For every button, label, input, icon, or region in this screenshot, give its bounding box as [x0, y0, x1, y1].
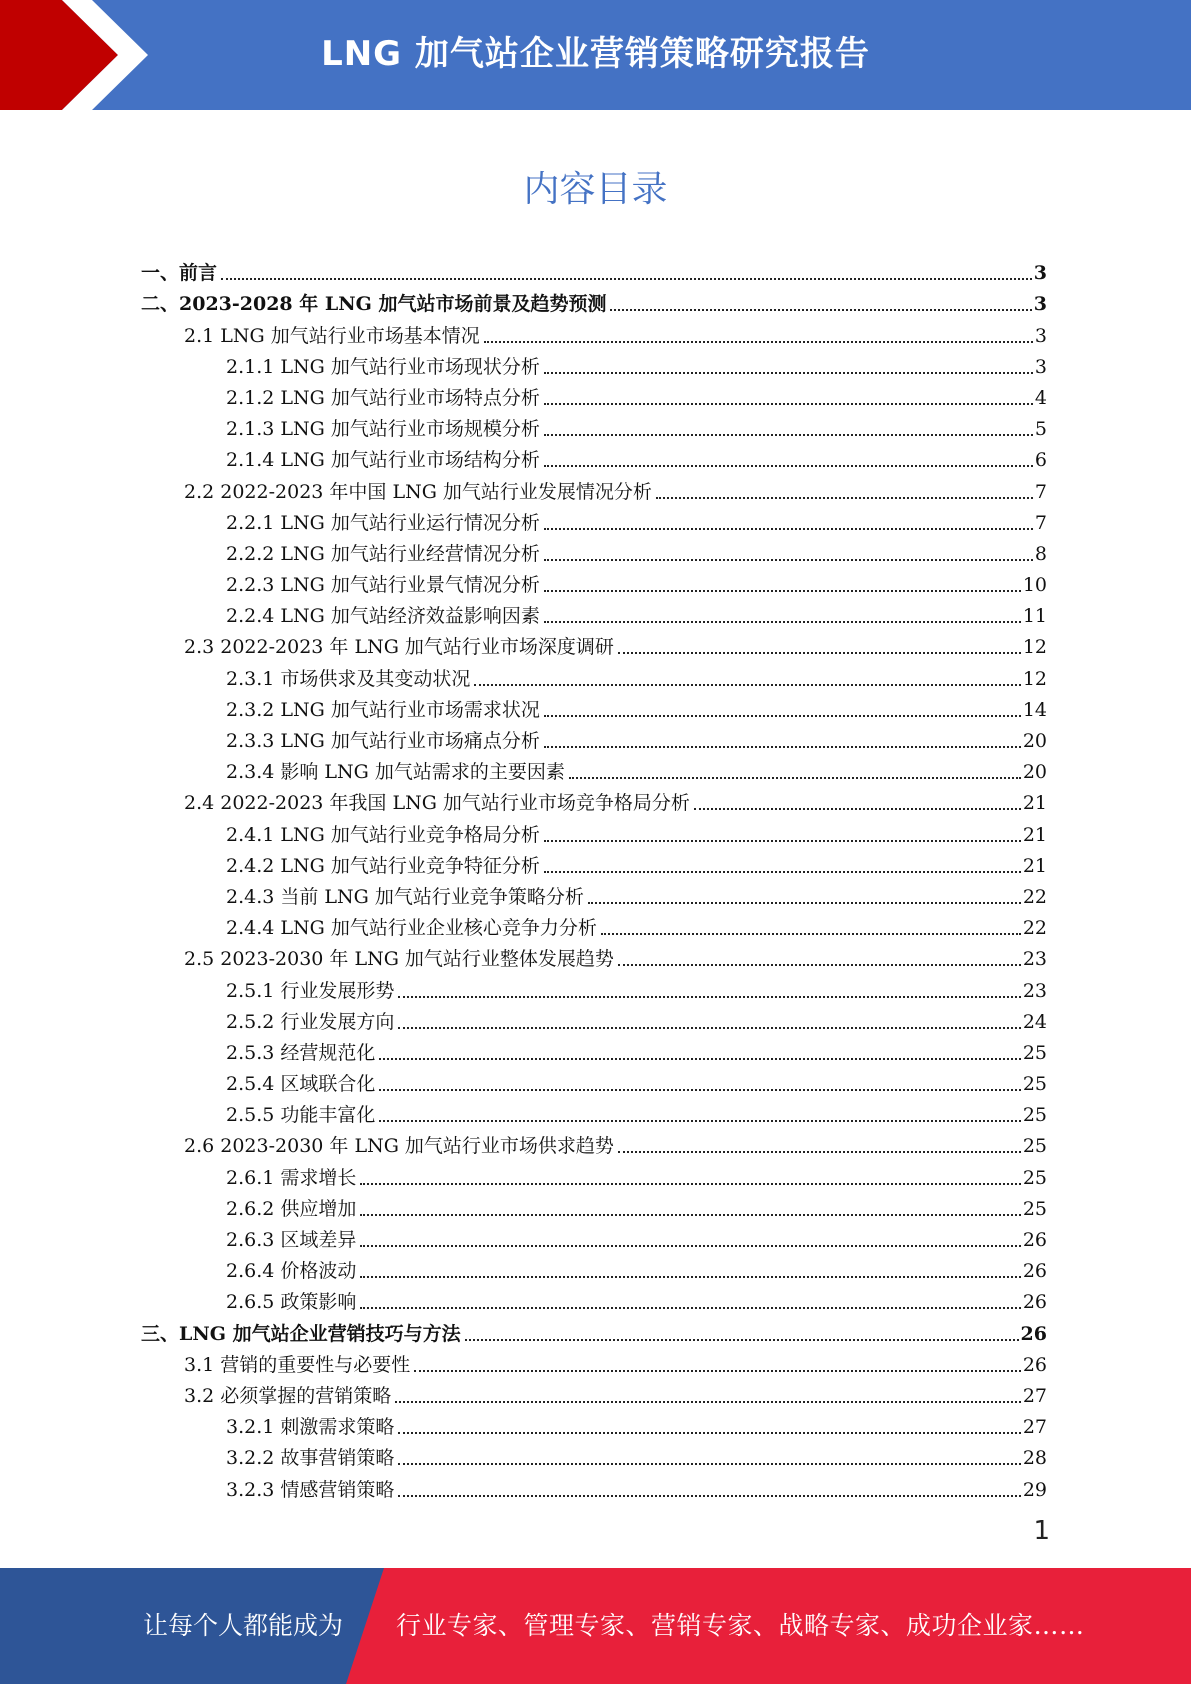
- toc-entry[interactable]: [141, 722, 1047, 753]
- toc-dot-leader: [360, 1245, 1020, 1247]
- toc-dot-leader: [588, 902, 1021, 904]
- toc-entry-title: 2.1.4 LNG 加气站行业市场结构分析: [226, 449, 540, 472]
- toc-dot-leader: [544, 372, 1033, 374]
- toc-dot-leader: [610, 309, 1031, 311]
- toc-entry-page: 26: [1022, 1353, 1047, 1376]
- toc-entry[interactable]: [141, 1252, 1047, 1283]
- toc-dot-leader: [601, 933, 1021, 935]
- toc-entry-title: 2.1.3 LNG 加气站行业市场规模分析: [226, 418, 540, 441]
- toc-entry-title: 3.2.1 刺激需求策略: [226, 1416, 395, 1439]
- toc-entry-page: 22: [1022, 917, 1047, 940]
- toc-dot-leader: [544, 590, 1021, 592]
- toc-entry-title: 3.2.3 情感营销策略: [226, 1478, 395, 1501]
- toc-entry[interactable]: [141, 597, 1047, 628]
- toc-dot-leader: [544, 434, 1033, 436]
- toc-entry-page: 6: [1034, 449, 1047, 472]
- toc-dot-leader: [618, 652, 1021, 654]
- toc-entry[interactable]: [141, 348, 1047, 379]
- toc-entry-title: 2.5.3 经营规范化: [226, 1041, 376, 1064]
- toc-entry-page: 28: [1022, 1447, 1047, 1470]
- toc-dot-leader: [221, 278, 1032, 280]
- toc-entry-page: 26: [1022, 1229, 1047, 1251]
- toc-entry[interactable]: [141, 1096, 1047, 1127]
- toc-entry-title: 2.3 2022-2023 年 LNG 加气站行业市场深度调研: [184, 636, 614, 659]
- toc-entry[interactable]: [141, 254, 1047, 285]
- toc-entry-page: 20: [1022, 730, 1047, 752]
- toc-dot-leader: [544, 871, 1021, 873]
- toc-entry[interactable]: [141, 472, 1047, 503]
- toc-entry[interactable]: [141, 566, 1047, 597]
- toc-entry-page: 11: [1022, 605, 1047, 628]
- toc-dot-leader: [379, 1089, 1020, 1091]
- toc-entry-title: 2.2.2 LNG 加气站行业经营情况分析: [226, 542, 540, 565]
- toc-entry[interactable]: [141, 909, 1047, 940]
- toc-entry-title: 2.4.2 LNG 加气站行业竞争特征分析: [226, 854, 540, 877]
- toc-entry[interactable]: [141, 659, 1047, 690]
- toc-entry-page: 10: [1022, 574, 1047, 597]
- toc-dot-leader: [360, 1307, 1020, 1309]
- toc-entry-title: 2.6.4 价格波动: [226, 1260, 357, 1283]
- toc-entry-title: 2.6.3 区域差异: [226, 1229, 357, 1251]
- toc-dot-leader: [618, 964, 1021, 966]
- toc-entry-page: 21: [1022, 823, 1047, 846]
- toc-entry-page: 29: [1022, 1478, 1047, 1501]
- toc-dot-leader: [474, 684, 1020, 686]
- toc-entry-title: 2.6.5 政策影响: [226, 1291, 357, 1314]
- toc-entry[interactable]: [141, 1190, 1047, 1221]
- toc-dot-leader: [569, 777, 1021, 779]
- toc-entry-title: 2.3.2 LNG 加气站行业市场需求状况: [226, 698, 540, 721]
- toc-entry-title: 3.1 营销的重要性与必要性: [184, 1353, 411, 1376]
- page-header: [0, 0, 1191, 110]
- toc-entry[interactable]: [141, 410, 1047, 441]
- toc-entry-title: 3.2 必须掌握的营销策略: [184, 1384, 392, 1407]
- toc-dot-leader: [656, 497, 1033, 499]
- toc-dot-leader: [379, 1120, 1020, 1122]
- toc-entry-title: 一、前言: [141, 262, 218, 285]
- toc-entry-title: 2.4.1 LNG 加气站行业竞争格局分析: [226, 823, 540, 846]
- toc-entry[interactable]: [141, 971, 1047, 1002]
- toc-entry-title: 2.2.1 LNG 加气站行业运行情况分析: [226, 511, 540, 534]
- toc-dot-leader: [360, 1214, 1020, 1216]
- toc-entry[interactable]: [141, 1470, 1047, 1501]
- toc-entry-title: 2.4 2022-2023 年我国 LNG 加气站行业市场竞争格局分析: [184, 792, 690, 815]
- toc-entry-title: 2.1.1 LNG 加气站行业市场现状分析: [226, 355, 540, 378]
- toc-entry-title: 2.2.3 LNG 加气站行业景气情况分析: [226, 574, 540, 597]
- toc-entry-title: 2.2.4 LNG 加气站经济效益影响因素: [226, 605, 540, 628]
- toc-dot-leader: [544, 559, 1033, 561]
- toc-entry-page: 21: [1022, 854, 1047, 877]
- toc-entry-title: 2.3.1 市场供求及其变动状况: [226, 667, 471, 690]
- toc-entry-page: 12: [1022, 636, 1047, 659]
- toc-dot-leader: [398, 1027, 1020, 1029]
- toc-entry[interactable]: [141, 691, 1047, 722]
- toc-entry[interactable]: [141, 1003, 1047, 1034]
- toc-entry-title: 2.6.2 供应增加: [226, 1197, 357, 1220]
- toc-entry-page: 8: [1034, 542, 1047, 565]
- toc-dot-leader: [544, 715, 1021, 717]
- toc-entry[interactable]: [141, 784, 1047, 815]
- toc-entry[interactable]: [141, 1127, 1047, 1158]
- toc-entry-page: 25: [1022, 1073, 1047, 1096]
- toc-entry-page: 3: [1034, 324, 1047, 347]
- toc-entry[interactable]: [141, 753, 1047, 784]
- toc-entry-title: 二、2023-2028 年 LNG 加气站市场前景及趋势预测: [141, 293, 607, 316]
- report-title: LNG 加气站企业营销策略研究报告: [321, 34, 870, 74]
- toc-entry-page: 26: [1022, 1291, 1047, 1314]
- toc-entry-page: 14: [1022, 698, 1047, 721]
- toc-dot-leader: [398, 1432, 1020, 1434]
- toc-entry-page: 21: [1022, 792, 1047, 815]
- toc-dot-leader: [395, 1401, 1021, 1403]
- toc-entry[interactable]: [141, 1377, 1047, 1408]
- toc-entry[interactable]: [141, 1065, 1047, 1096]
- page-footer: [0, 1568, 1191, 1684]
- toc-entry[interactable]: [141, 847, 1047, 878]
- toc-dot-leader: [544, 840, 1021, 842]
- toc-entry-title: 2.3.3 LNG 加气站行业市场痛点分析: [226, 730, 540, 752]
- toc-dot-leader: [544, 528, 1033, 530]
- toc-entry[interactable]: [141, 1034, 1047, 1065]
- toc-entry-title: 三、LNG 加气站企业营销技巧与方法: [141, 1322, 461, 1345]
- toc-entry-page: 4: [1034, 386, 1047, 409]
- toc-entry[interactable]: [141, 815, 1047, 846]
- toc-entry-page: 26: [1022, 1260, 1047, 1283]
- toc-entry-page: 22: [1022, 885, 1047, 908]
- toc-entry-page: 25: [1022, 1041, 1047, 1064]
- toc-entry[interactable]: [141, 285, 1047, 316]
- toc-entry[interactable]: [141, 878, 1047, 909]
- toc-entry-title: 2.5.5 功能丰富化: [226, 1104, 376, 1127]
- toc-entry-title: 2.5.4 区域联合化: [226, 1073, 376, 1096]
- footer-slogan-right: 行业专家、管理专家、营销专家、战略专家、成功企业家……: [396, 1611, 1085, 1640]
- toc-entry[interactable]: [141, 1346, 1047, 1377]
- toc-entry[interactable]: [141, 1158, 1047, 1189]
- toc-entry-page: 23: [1022, 948, 1047, 971]
- toc-dot-leader: [398, 996, 1020, 998]
- toc-dot-leader: [398, 1495, 1020, 1497]
- toc-entry[interactable]: [141, 1221, 1047, 1252]
- toc-dot-leader: [465, 1339, 1019, 1341]
- toc-entry-title: 2.4.4 LNG 加气站行业企业核心竞争力分析: [226, 917, 597, 940]
- toc-entry-page: 23: [1022, 979, 1047, 1002]
- toc-entry[interactable]: [141, 1408, 1047, 1439]
- toc-entry[interactable]: [141, 316, 1047, 347]
- toc-entry-page: 7: [1034, 480, 1047, 503]
- toc-entry-page: 27: [1022, 1416, 1047, 1439]
- toc-entry-title: 2.2 2022-2023 年中国 LNG 加气站行业发展情况分析: [184, 480, 652, 503]
- toc-entry-page: 20: [1022, 761, 1047, 784]
- toc-entry[interactable]: [141, 535, 1047, 566]
- toc-dot-leader: [618, 1151, 1021, 1153]
- toc-entry-title: 2.6.1 需求增长: [226, 1166, 357, 1189]
- toc-entry-title: 2.1 LNG 加气站行业市场基本情况: [184, 324, 480, 347]
- toc-entry-page: 25: [1022, 1104, 1047, 1127]
- toc-entry-title: 2.6 2023-2030 年 LNG 加气站行业市场供求趋势: [184, 1135, 614, 1158]
- toc-dot-leader: [544, 746, 1021, 748]
- footer-slogan-left: 让每个人都能成为: [143, 1611, 344, 1640]
- toc-dot-leader: [398, 1463, 1020, 1465]
- toc-dot-leader: [544, 403, 1033, 405]
- page-number: 1: [1033, 1516, 1050, 1546]
- toc-entry-page: 26: [1020, 1322, 1047, 1345]
- toc-entry-page: 24: [1022, 1010, 1047, 1033]
- toc-entry-page: 25: [1022, 1166, 1047, 1189]
- toc-entry-page: 7: [1034, 511, 1047, 534]
- toc-entry[interactable]: [141, 441, 1047, 472]
- table-of-contents: [141, 254, 1047, 1502]
- toc-entry-title: 2.3.4 影响 LNG 加气站需求的主要因素: [226, 761, 565, 784]
- toc-entry-title: 2.1.2 LNG 加气站行业市场特点分析: [226, 386, 540, 409]
- toc-dot-leader: [544, 465, 1033, 467]
- toc-dot-leader: [360, 1276, 1020, 1278]
- toc-dot-leader: [544, 621, 1021, 623]
- toc-entry-title: 2.5 2023-2030 年 LNG 加气站行业整体发展趋势: [184, 948, 614, 971]
- toc-entry-page: 3: [1033, 293, 1047, 316]
- toc-dot-leader: [484, 341, 1033, 343]
- toc-heading: 内容目录: [523, 169, 668, 210]
- toc-entry-page: 3: [1033, 262, 1047, 285]
- toc-entry[interactable]: [141, 504, 1047, 535]
- toc-entry[interactable]: [141, 940, 1047, 971]
- toc-entry-title: 2.4.3 当前 LNG 加气站行业竞争策略分析: [226, 885, 584, 908]
- toc-entry-page: 25: [1022, 1197, 1047, 1220]
- toc-dot-leader: [414, 1370, 1021, 1372]
- toc-entry-title: 2.5.2 行业发展方向: [226, 1010, 395, 1033]
- toc-dot-leader: [360, 1183, 1020, 1185]
- toc-entry-page: 5: [1034, 418, 1047, 441]
- toc-entry-title: 3.2.2 故事营销策略: [226, 1447, 395, 1470]
- toc-entry-page: 12: [1022, 667, 1047, 690]
- toc-entry-title: 2.5.1 行业发展形势: [226, 979, 395, 1002]
- toc-entry[interactable]: [141, 1283, 1047, 1314]
- toc-entry-page: 27: [1022, 1384, 1047, 1407]
- toc-entry[interactable]: [141, 628, 1047, 659]
- toc-dot-leader: [379, 1058, 1020, 1060]
- toc-entry[interactable]: [141, 1314, 1047, 1345]
- toc-entry[interactable]: [141, 1439, 1047, 1470]
- toc-entry-page: 25: [1022, 1135, 1047, 1158]
- toc-dot-leader: [694, 808, 1021, 810]
- toc-entry-page: 3: [1034, 355, 1047, 378]
- toc-entry[interactable]: [141, 379, 1047, 410]
